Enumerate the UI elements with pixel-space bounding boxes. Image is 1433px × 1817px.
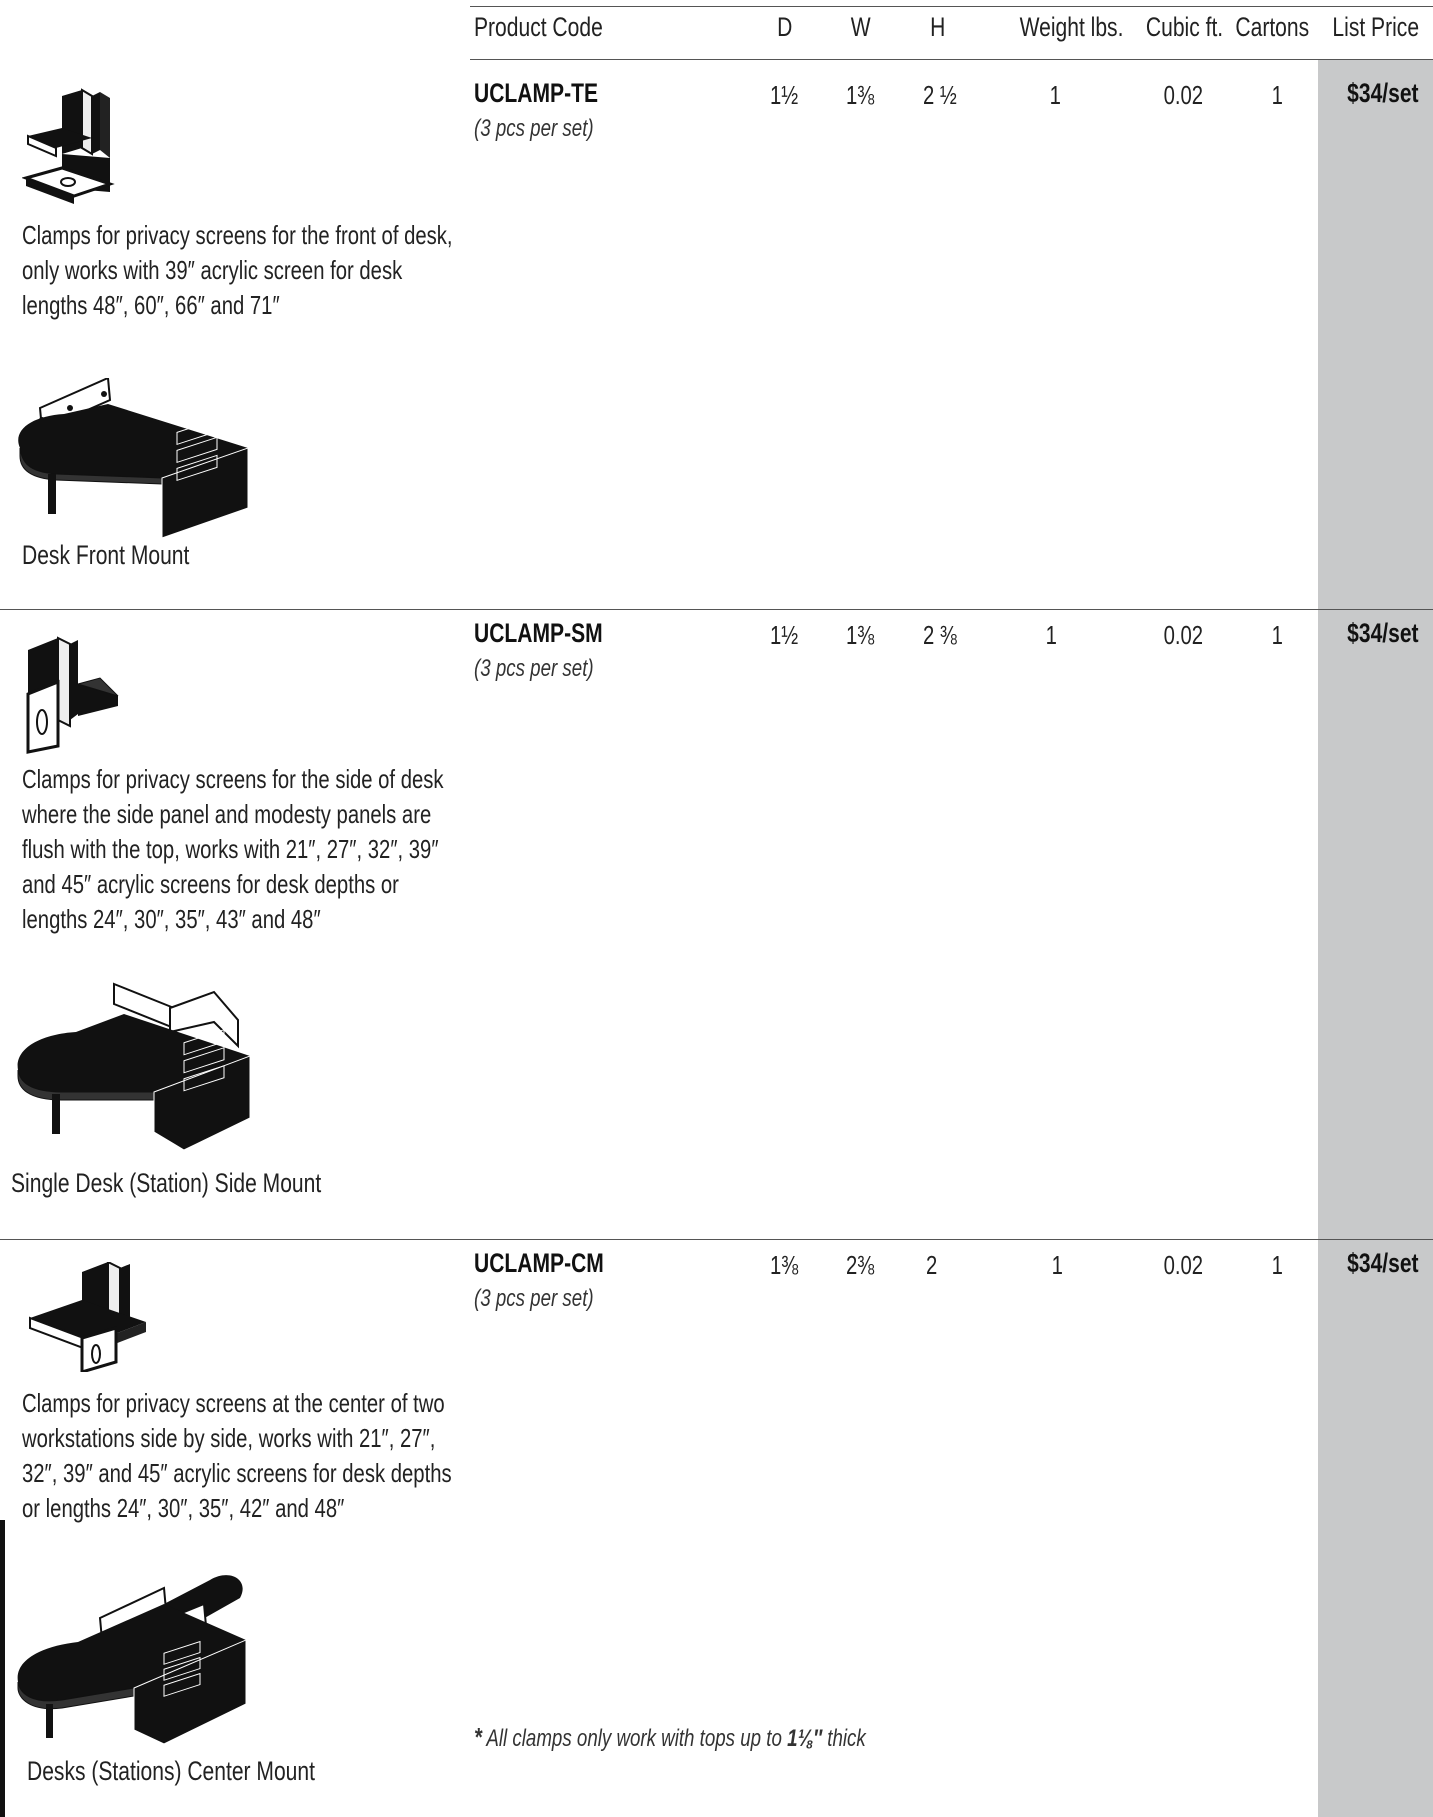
header-h: H: [930, 12, 946, 42]
left-edge-bar: [0, 1520, 5, 1817]
desk-front-mount-icon: [12, 378, 248, 538]
cartons: 1: [1271, 620, 1283, 650]
header-list-price: List Price: [1332, 12, 1419, 42]
cubic-ft: 0.02: [1163, 620, 1203, 650]
product-description: Clamps for privacy screens for the side of desk where the side panel and modesty panels are flush with the top, works with 21″, 27″, 32″, 39″ and 45″ acrylic screens for desk depths or lengths 24″, 30″, 35″, 43″ and 48″: [22, 764, 444, 934]
cubic-ft: 0.02: [1163, 1250, 1203, 1280]
footnote: * All clamps only work with tops up to 1⅛″ thick: [474, 1722, 866, 1752]
header-product-code: Product Code: [474, 12, 603, 42]
header-w: W: [851, 12, 871, 42]
dim-h: 2 ⅜: [923, 620, 957, 650]
cubic-ft: 0.02: [1163, 80, 1203, 110]
header-weight: Weight lbs.: [1019, 12, 1124, 42]
desk-center-mount-icon: [14, 1564, 246, 1750]
mount-caption: Desk Front Mount: [22, 540, 190, 570]
dim-h: 2: [926, 1250, 938, 1280]
weight: 1: [1049, 80, 1061, 110]
price-column-band: [1318, 60, 1433, 1817]
cartons: 1: [1271, 80, 1283, 110]
dim-w: 1⅜: [846, 80, 875, 110]
row-divider: [0, 1239, 1433, 1240]
header-cubic: Cubic ft.: [1146, 12, 1224, 42]
list-price: $34/set: [1347, 1248, 1419, 1278]
side-clamp-icon: [22, 634, 122, 754]
pieces-per-set: (3 pcs per set): [474, 115, 594, 142]
dim-d: 1⅜: [770, 1250, 799, 1280]
dim-h: 2 ½: [923, 80, 957, 110]
dim-w: 2⅜: [846, 1250, 875, 1280]
center-clamp-icon: [26, 1262, 152, 1372]
product-description: Clamps for privacy screens for the front of desk, only works with 39″ acrylic screen for desk lengths 48″, 60″, 66″ and 71″: [22, 220, 453, 320]
weight: 1: [1051, 1250, 1063, 1280]
cartons: 1: [1271, 1250, 1283, 1280]
list-price: $34/set: [1347, 618, 1419, 648]
header-d: D: [777, 12, 793, 42]
dim-d: 1½: [770, 80, 799, 110]
front-clamp-icon: [22, 88, 132, 208]
header-cartons: Cartons: [1235, 12, 1309, 42]
product-code: UCLAMP-TE: [474, 78, 599, 108]
dim-d: 1½: [770, 620, 799, 650]
mount-caption: Desks (Stations) Center Mount: [27, 1756, 315, 1786]
top-rule: [470, 6, 1433, 7]
dim-w: 1⅜: [846, 620, 875, 650]
weight: 1: [1045, 620, 1057, 650]
mount-caption: Single Desk (Station) Side Mount: [11, 1168, 322, 1198]
product-description: Clamps for privacy screens at the center of two workstations side by side, works with 21″, 27″, 32″, 39″ and 45″ acrylic screens for desk depths or lengths 24″, 30″, 35″, 42″ and 48″: [22, 1388, 452, 1523]
pieces-per-set: (3 pcs per set): [474, 655, 594, 682]
desk-side-mount-icon: [14, 982, 250, 1152]
list-price: $34/set: [1347, 78, 1419, 108]
product-code: UCLAMP-CM: [474, 1248, 604, 1278]
header-rule: [470, 59, 1433, 60]
product-code: UCLAMP-SM: [474, 618, 603, 648]
row-divider: [0, 609, 1433, 610]
pieces-per-set: (3 pcs per set): [474, 1285, 594, 1312]
